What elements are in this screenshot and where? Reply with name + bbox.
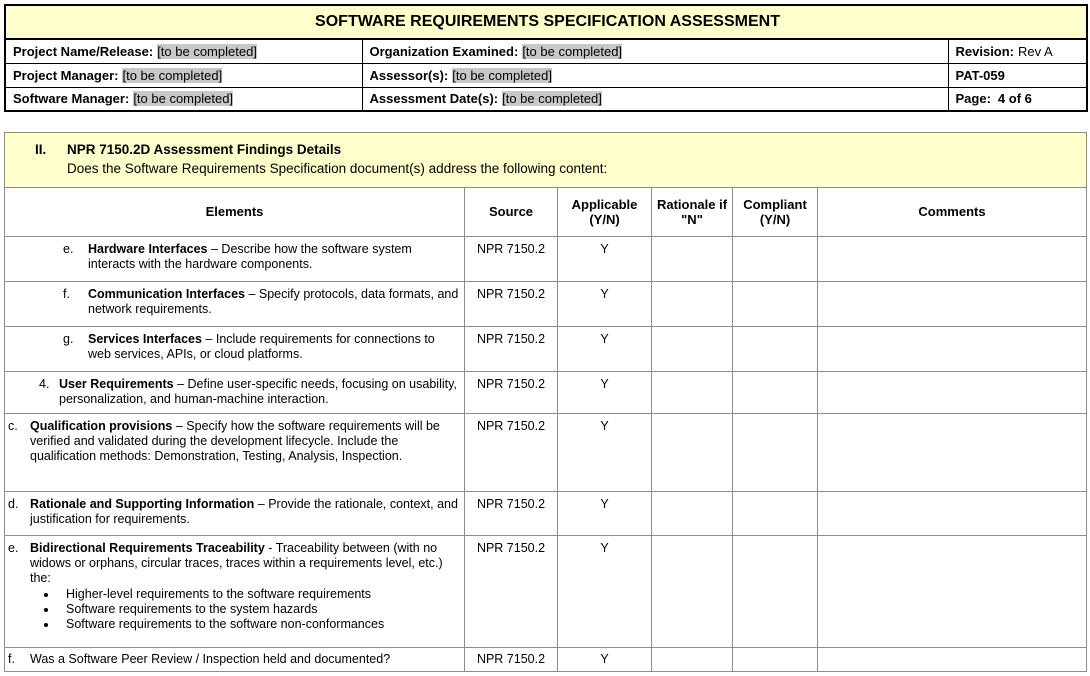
assessment-date-cell xyxy=(362,87,948,111)
element-text xyxy=(59,377,460,407)
element-bullet: • Software requirements to the software non-conformances xyxy=(58,617,460,632)
element-title: User Requirements xyxy=(59,377,174,391)
source-cell: NPR 7150.2 xyxy=(465,536,558,648)
info-row xyxy=(5,39,1087,63)
section-heading-cell xyxy=(5,133,1087,188)
comments-cell[interactable] xyxy=(818,282,1087,327)
element-cell xyxy=(5,414,465,492)
element-title: Qualification provisions xyxy=(30,419,173,433)
source-cell: NPR 7150.2 xyxy=(465,492,558,536)
element-label: f. xyxy=(63,287,70,301)
compliant-cell[interactable] xyxy=(733,237,818,282)
element-cell xyxy=(5,648,465,672)
rationale-cell[interactable] xyxy=(652,372,733,414)
element-text xyxy=(88,287,460,317)
project-manager-field[interactable]: [to be completed] xyxy=(122,67,223,83)
table-row xyxy=(5,327,1087,372)
page-number-cell xyxy=(948,87,1087,111)
element-text xyxy=(30,419,460,464)
applicable-cell[interactable]: Y xyxy=(558,327,652,372)
assessment-date-field[interactable]: [to be completed] xyxy=(502,91,602,107)
compliant-cell[interactable] xyxy=(733,327,818,372)
page-title: SOFTWARE REQUIREMENTS SPECIFICATION ASSESSMENT xyxy=(5,5,1087,39)
element-cell xyxy=(5,237,465,282)
element-title: Hardware Interfaces xyxy=(88,242,208,256)
element-label: c. xyxy=(8,419,18,433)
element-bullet: • Software requirements to the system hazards xyxy=(58,602,460,617)
rationale-cell[interactable] xyxy=(652,327,733,372)
element-description: – Specify protocols, data formats, and network requirements. xyxy=(88,287,459,316)
section-subheading: Does the Software Requirements Specification document(s) address the following content: xyxy=(67,161,608,176)
element-text xyxy=(30,541,460,632)
organization-field[interactable]: [to be completed] xyxy=(522,43,623,59)
software-manager-label: Software Manager: xyxy=(13,91,130,107)
organization-cell xyxy=(362,39,948,63)
element-label: g. xyxy=(63,332,74,346)
compliant-cell[interactable] xyxy=(733,492,818,536)
applicable-cell[interactable]: Y xyxy=(558,492,652,536)
rationale-cell[interactable] xyxy=(652,237,733,282)
section-heading: NPR 7150.2D Assessment Findings Details xyxy=(67,142,342,157)
compliant-cell[interactable] xyxy=(733,648,818,672)
element-cell xyxy=(5,372,465,414)
element-text xyxy=(30,497,460,527)
source-cell: NPR 7150.2 xyxy=(465,237,558,282)
revision-label: Revision: xyxy=(955,43,1015,59)
element-cell xyxy=(5,492,465,536)
section-heading-line xyxy=(35,142,1080,157)
element-title: Bidirectional Requirements Traceability xyxy=(30,541,265,555)
assessor-field[interactable]: [to be completed] xyxy=(452,67,552,83)
title-row xyxy=(5,5,1087,39)
table-row xyxy=(5,492,1087,536)
source-cell: NPR 7150.2 xyxy=(465,372,558,414)
pat-number-cell xyxy=(948,63,1087,87)
revision-cell xyxy=(948,39,1087,63)
comments-cell[interactable] xyxy=(818,327,1087,372)
rationale-cell[interactable] xyxy=(652,282,733,327)
applicable-cell[interactable]: Y xyxy=(558,648,652,672)
rationale-cell[interactable] xyxy=(652,492,733,536)
project-name-field[interactable]: [to be completed] xyxy=(157,43,257,59)
applicable-cell[interactable]: Y xyxy=(558,237,652,282)
info-row xyxy=(5,63,1087,87)
compliant-cell[interactable] xyxy=(733,536,818,648)
column-header-row xyxy=(5,188,1087,237)
element-label: d. xyxy=(8,497,19,511)
element-label: e. xyxy=(63,242,74,256)
element-title: Rationale and Supporting Information xyxy=(30,497,255,511)
assessment-date-label: Assessment Date(s): xyxy=(369,91,499,107)
project-manager-label: Project Manager: xyxy=(13,67,119,83)
header-info-table xyxy=(4,4,1088,112)
element-label: f. xyxy=(8,652,15,666)
comments-cell[interactable] xyxy=(818,536,1087,648)
page-number-label: Page: xyxy=(955,91,991,107)
table-row xyxy=(5,648,1087,672)
compliant-cell[interactable] xyxy=(733,282,818,327)
comments-cell[interactable] xyxy=(818,492,1087,536)
assessor-label: Assessor(s): xyxy=(369,67,449,83)
rationale-cell[interactable] xyxy=(652,414,733,492)
element-cell xyxy=(5,282,465,327)
findings-table xyxy=(4,132,1087,672)
element-text xyxy=(88,242,460,272)
element-cell xyxy=(5,327,465,372)
column-header-compliant: Compliant (Y/N) xyxy=(733,188,818,237)
applicable-cell[interactable]: Y xyxy=(558,536,652,648)
compliant-cell[interactable] xyxy=(733,372,818,414)
page-number-value: 4 of 6 xyxy=(997,91,1032,107)
table-row xyxy=(5,372,1087,414)
element-text xyxy=(88,332,460,362)
comments-cell[interactable] xyxy=(818,648,1087,672)
element-description: - Traceability between (with no widows or orphans, circular traces, traces within a requirements level, etc.) the: xyxy=(30,541,443,585)
info-row xyxy=(5,87,1087,111)
element-description: – Provide the rationale, context, and justification for requirements. xyxy=(30,497,458,526)
element-bullet: • Higher-level requirements to the software requirements xyxy=(58,587,460,602)
section-number: II. xyxy=(35,142,47,157)
project-manager-cell xyxy=(5,63,362,87)
comments-cell[interactable] xyxy=(818,237,1087,282)
element-description: – Define user-specific needs, focusing on usability, personalization, and human-machine interaction. xyxy=(59,377,457,406)
applicable-cell[interactable]: Y xyxy=(558,414,652,492)
project-name-cell xyxy=(5,39,362,63)
source-cell: NPR 7150.2 xyxy=(465,648,558,672)
element-text xyxy=(30,652,460,667)
software-manager-cell xyxy=(5,87,362,111)
comments-cell[interactable] xyxy=(818,414,1087,492)
element-label: e. xyxy=(8,541,19,555)
column-header-applicable: Applicable (Y/N) xyxy=(558,188,652,237)
assessor-cell xyxy=(362,63,948,87)
table-row xyxy=(5,237,1087,282)
column-header-elements: Elements xyxy=(5,188,465,237)
source-cell: NPR 7150.2 xyxy=(465,414,558,492)
element-title: Communication Interfaces xyxy=(88,287,245,301)
element-description: Was a Software Peer Review / Inspection held and documented? xyxy=(30,652,391,666)
organization-label: Organization Examined: xyxy=(369,43,519,59)
software-manager-field[interactable]: [to be completed] xyxy=(133,91,234,107)
element-cell xyxy=(5,536,465,648)
element-bullet-list xyxy=(30,587,460,632)
comments-cell[interactable] xyxy=(818,372,1087,414)
rationale-cell[interactable] xyxy=(652,648,733,672)
revision-value: Rev A xyxy=(1018,43,1053,59)
element-title: Services Interfaces xyxy=(88,332,202,346)
table-row xyxy=(5,536,1087,648)
compliant-cell[interactable] xyxy=(733,414,818,492)
applicable-cell[interactable]: Y xyxy=(558,372,652,414)
pat-number: PAT-059 xyxy=(955,67,1005,83)
project-name-label: Project Name/Release: xyxy=(13,43,154,59)
applicable-cell[interactable]: Y xyxy=(558,282,652,327)
element-description: – Describe how the software system interacts with the hardware components. xyxy=(88,242,412,271)
element-description: – Specify how the software requirements will be verified and validated during the development lifecycle. Include the qualification methods: Demonstration, Testing, Analysis, Inspection. xyxy=(30,419,440,463)
element-description: – Include requirements for connections to web services, APIs, or cloud platforms. xyxy=(88,332,435,361)
section-heading-row xyxy=(5,133,1087,188)
rationale-cell[interactable] xyxy=(652,536,733,648)
column-header-comments: Comments xyxy=(818,188,1087,237)
element-label: 4. xyxy=(39,377,50,391)
source-cell: NPR 7150.2 xyxy=(465,282,558,327)
table-row xyxy=(5,414,1087,492)
source-cell: NPR 7150.2 xyxy=(465,327,558,372)
table-row xyxy=(5,282,1087,327)
column-header-source: Source xyxy=(465,188,558,237)
column-header-rationale: Rationale if "N" xyxy=(652,188,733,237)
